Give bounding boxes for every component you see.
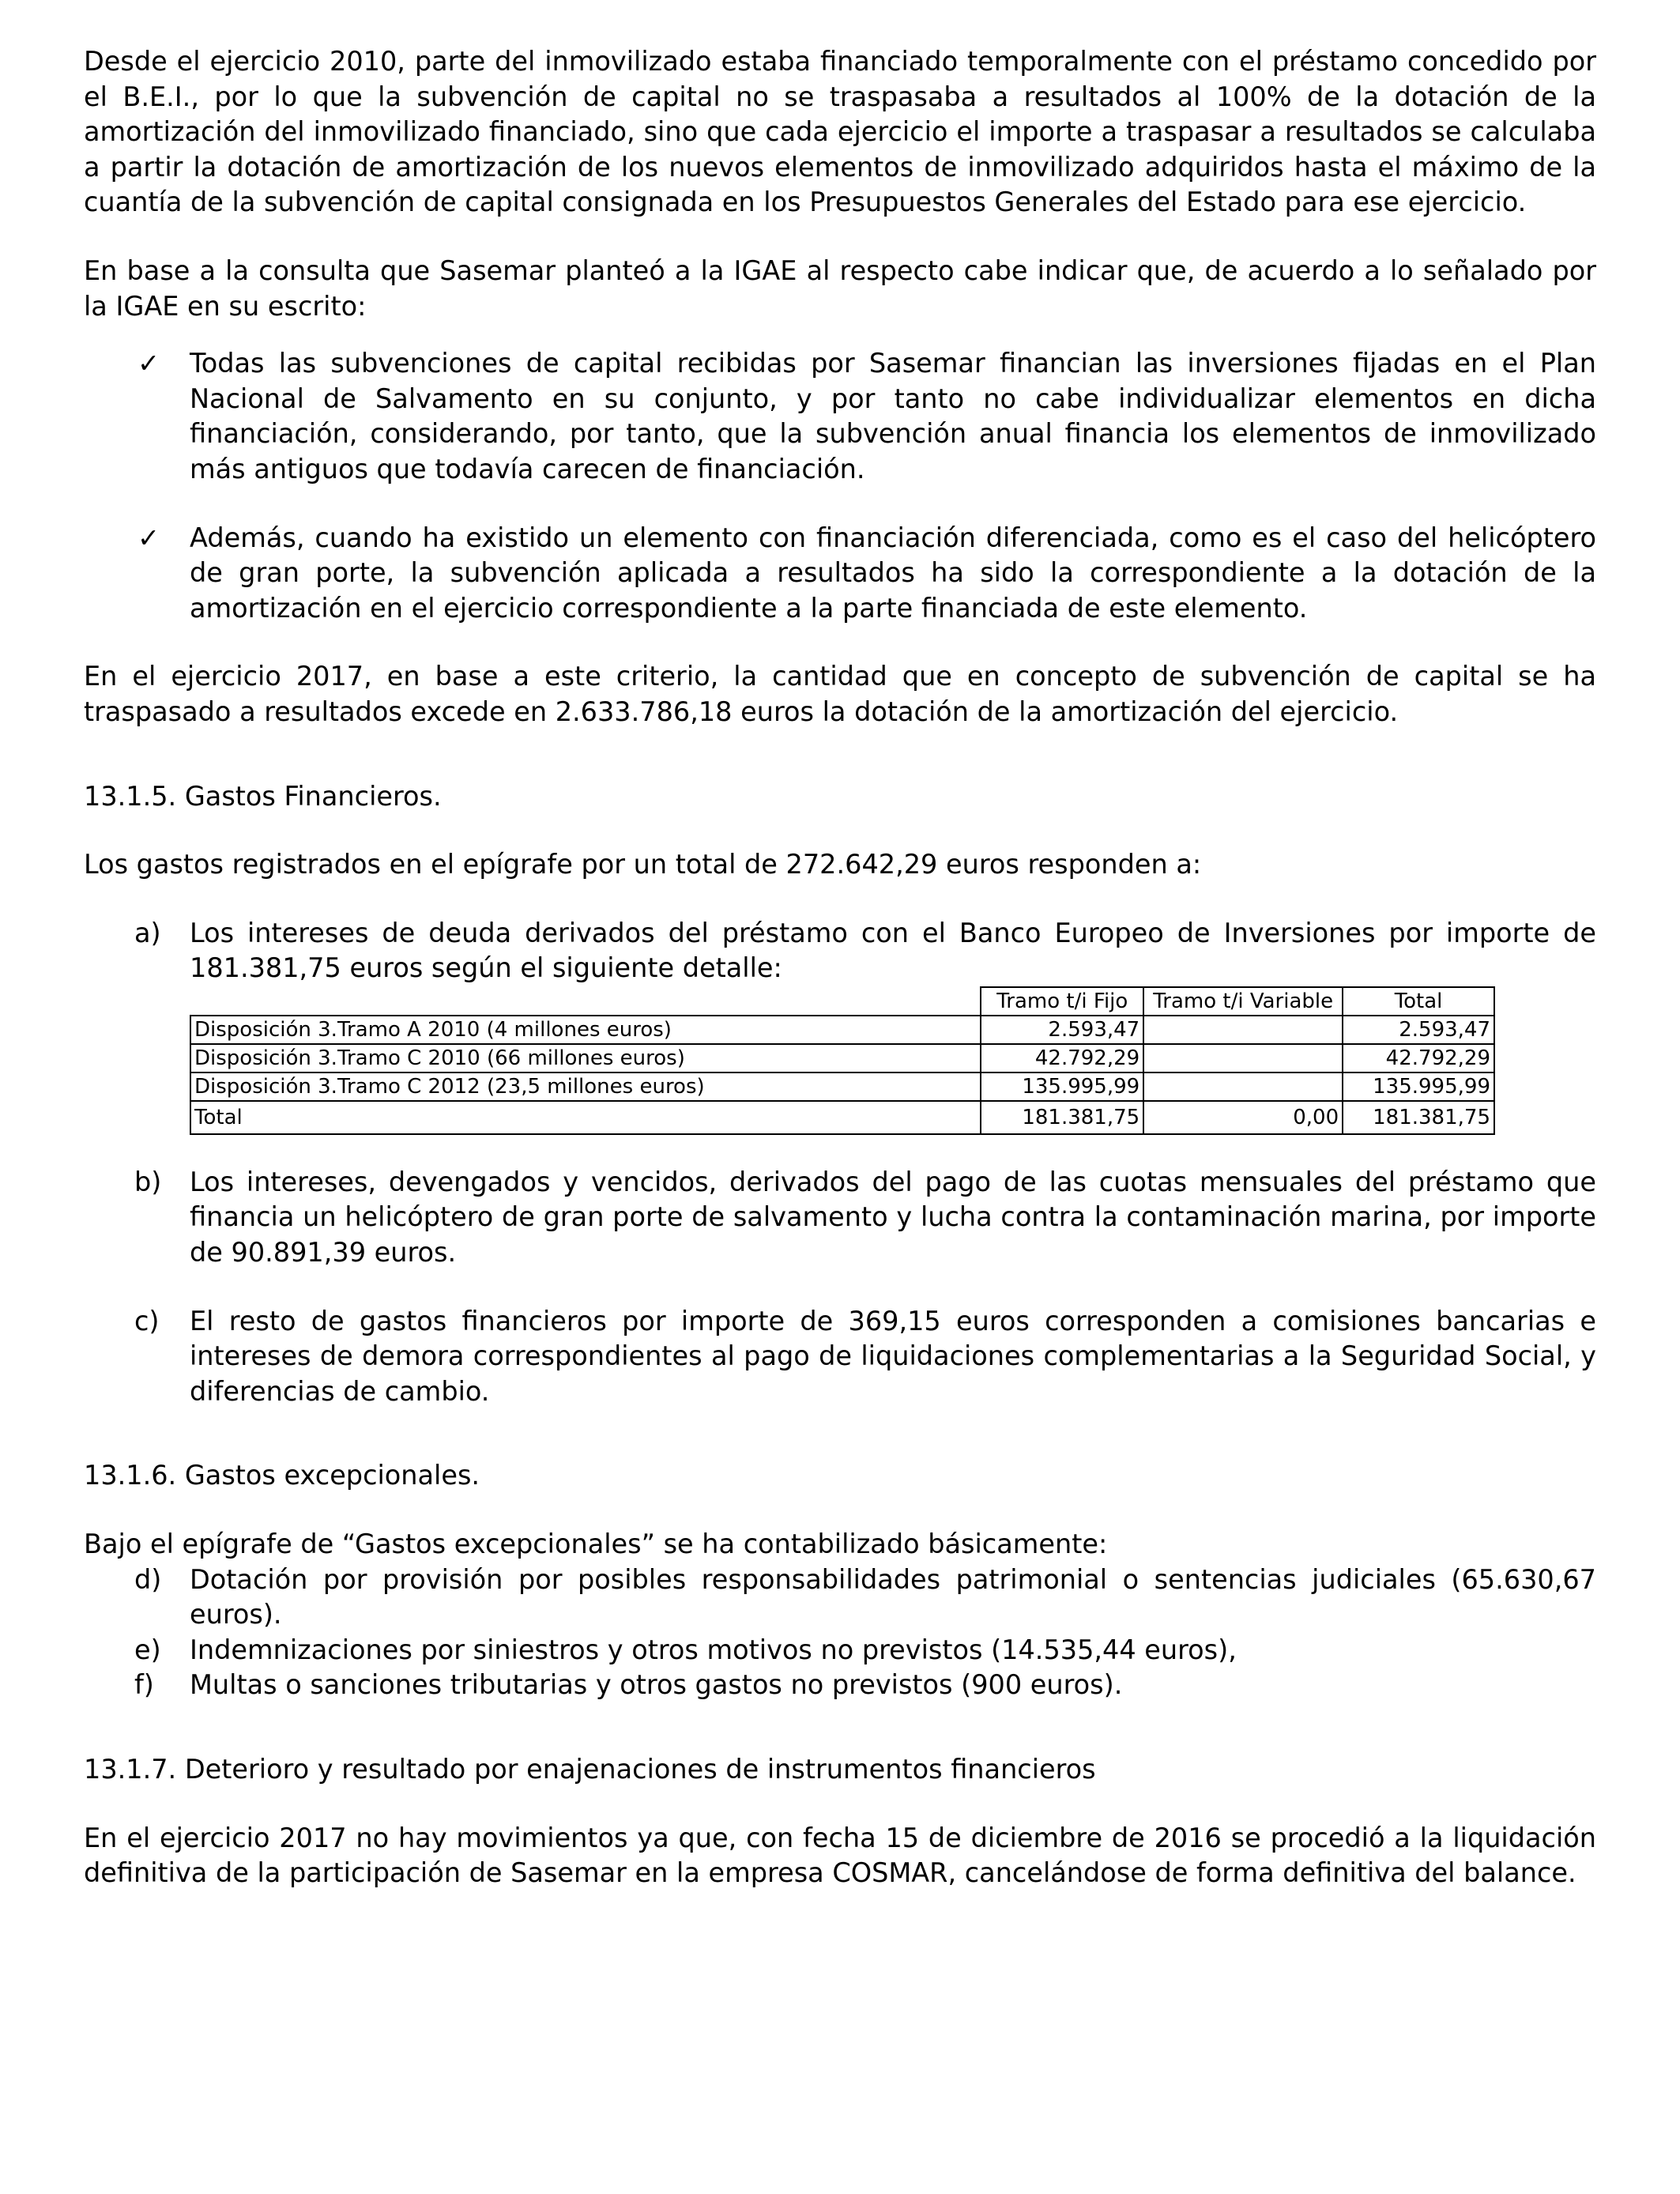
list-text: Multas o sanciones tributarias y otros gastos no previstos (900 euros). — [190, 1669, 1123, 1701]
list-item — [84, 1633, 1596, 1668]
cell-fijo: 2.593,47 — [981, 1016, 1143, 1044]
table-total-row — [190, 1101, 1494, 1134]
paragraph-bei-subvencion: Desde el ejercicio 2010, parte del inmovilizado estaba financiado temporalmente con el préstamo concedido por el B.E.I., por lo que la subvención de capital no se traspasaba a resultados al 100% de la dotación de la amortización del inmovilizado financiado, sino que cada ejercicio el importe a traspasar a resultados se calculaba a partir la dotación de amortización de los nuevos elementos de inmovilizado adquiridos hasta el máximo de la cuantía de la subvención de capital consignada en los Presupuestos Generales del Estado para ese ejercicio. — [84, 46, 1596, 218]
bullet-text: Además, cuando ha existido un elemento con financiación diferenciada, como es el caso del helicóptero de gran porte, la subvención aplicada a resultados ha sido la correspondiente a la dotación de la amortización en el ejercicio correspondiente a la parte financiada de este elemento. — [190, 522, 1596, 624]
paragraph-consulta-igae: En base a la consulta que Sasemar planteó a la IGAE al respecto cabe indicar que, de acuerdo a lo señalado por la IGAE en su escrito: — [84, 254, 1596, 322]
list-text: El resto de gastos financieros por importe de 369,15 euros corresponden a comisiones bancarias e intereses de demora correspondientes al pago de liquidaciones complementarias a la Seguridad Social, y diferencias de cambio. — [190, 1305, 1596, 1407]
cell-total: 2.593,47 — [1343, 1016, 1494, 1044]
cell-total: 135.995,99 — [1343, 1072, 1494, 1101]
list-text: Indemnizaciones por siniestros y otros motivos no previstos (14.535,44 euros), — [190, 1634, 1237, 1665]
cell-variable — [1143, 1044, 1343, 1072]
paragraph-ejercicio-2017: En el ejercicio 2017, en base a este criterio, la cantidad que en concepto de subvención de capital se ha traspasado a resultados excede en 2.633.786,18 euros la dotación de la amortización del ejercicio. — [84, 661, 1596, 727]
list-text: Los intereses, devengados y vencidos, derivados del pago de las cuotas mensuales del préstamo que financia un helicóptero de gran porte de salvamento y lucha contra la contaminación marina, por importe de 90.891,39 euros. — [190, 1166, 1596, 1269]
cell-fijo: 181.381,75 — [981, 1101, 1143, 1134]
cell-total: 181.381,75 — [1343, 1101, 1494, 1134]
checkmark-icon: ✓ — [137, 348, 160, 379]
checkmark-icon: ✓ — [137, 522, 160, 553]
list-marker: c) — [134, 1305, 160, 1336]
cell-variable — [1143, 1072, 1343, 1101]
section-heading-1315: 13.1.5. Gastos Financieros. — [84, 780, 442, 812]
list-item — [84, 1563, 1596, 1633]
section-lead-1316: Bajo el epígrafe de “Gastos excepcionales” se ha contabilizado básicamente: — [84, 1529, 1108, 1560]
cell-fijo: 42.792,29 — [981, 1044, 1143, 1072]
row-label: Disposición 3.Tramo C 2010 (66 millones euros) — [190, 1044, 981, 1072]
section-heading-1316: 13.1.6. Gastos excepcionales. — [84, 1460, 480, 1491]
section-text-1317: En el ejercicio 2017 no hay movimientos ya que, con fecha 15 de diciembre de 2016 se procedió a la liquidación definitiva de la participación de Sasemar en la empresa COSMAR, cancelándose de forma definitiva del balance. — [84, 1822, 1596, 1889]
bullet-item — [84, 346, 1596, 487]
cell-total: 42.792,29 — [1343, 1044, 1494, 1072]
cell-fijo: 135.995,99 — [981, 1072, 1143, 1101]
section-heading-1317: 13.1.7. Deterioro y resultado por enajenaciones de instrumentos financieros — [84, 1754, 1096, 1785]
list-marker: e) — [134, 1634, 161, 1665]
bei-interest-table — [190, 986, 1495, 1135]
list-item — [84, 1668, 1596, 1703]
list-text: Los intereses de deuda derivados del préstamo con el Banco Europeo de Inversiones por importe de 181.381,75 euros según el siguiente detalle: — [190, 917, 1596, 984]
section-lead-1315: Los gastos registrados en el epígrafe por un total de 272.642,29 euros responden a: — [84, 849, 1202, 880]
list-marker: b) — [134, 1166, 162, 1197]
list-marker: f) — [134, 1669, 154, 1701]
row-label: Total — [190, 1101, 981, 1134]
list-text: Dotación por provisión por posibles responsabilidades patrimonial o sentencias judiciales (65.630,67 euros). — [190, 1563, 1596, 1630]
table-row — [190, 1016, 1494, 1044]
column-header: Tramo t/i Fijo — [981, 987, 1143, 1016]
table-row — [190, 1072, 1494, 1101]
list-item — [84, 1165, 1596, 1271]
bullet-item — [84, 521, 1596, 627]
list-marker: d) — [134, 1563, 162, 1595]
row-label: Disposición 3.Tramo C 2012 (23,5 millones euros) — [190, 1072, 981, 1101]
list-item — [84, 1304, 1596, 1410]
table-row — [190, 1044, 1494, 1072]
column-header: Tramo t/i Variable — [1143, 987, 1343, 1016]
bullet-text: Todas las subvenciones de capital recibidas por Sasemar financian las inversiones fijadas en el Plan Nacional de Salvamento en su conjunto, y por tanto no cabe individualizar elementos en dicha financiación, considerando, por tanto, que la subvención anual financia los elementos de inmovilizado más antiguos que todavía carecen de financiación. — [190, 348, 1596, 484]
row-label: Disposición 3.Tramo A 2010 (4 millones euros) — [190, 1016, 981, 1044]
document-page — [84, 44, 1596, 1891]
table-header-row — [190, 987, 1494, 1016]
column-header: Total — [1343, 987, 1494, 1016]
list-marker: a) — [134, 917, 161, 948]
cell-variable: 0,00 — [1143, 1101, 1343, 1134]
cell-variable — [1143, 1016, 1343, 1044]
list-item — [84, 916, 1596, 986]
